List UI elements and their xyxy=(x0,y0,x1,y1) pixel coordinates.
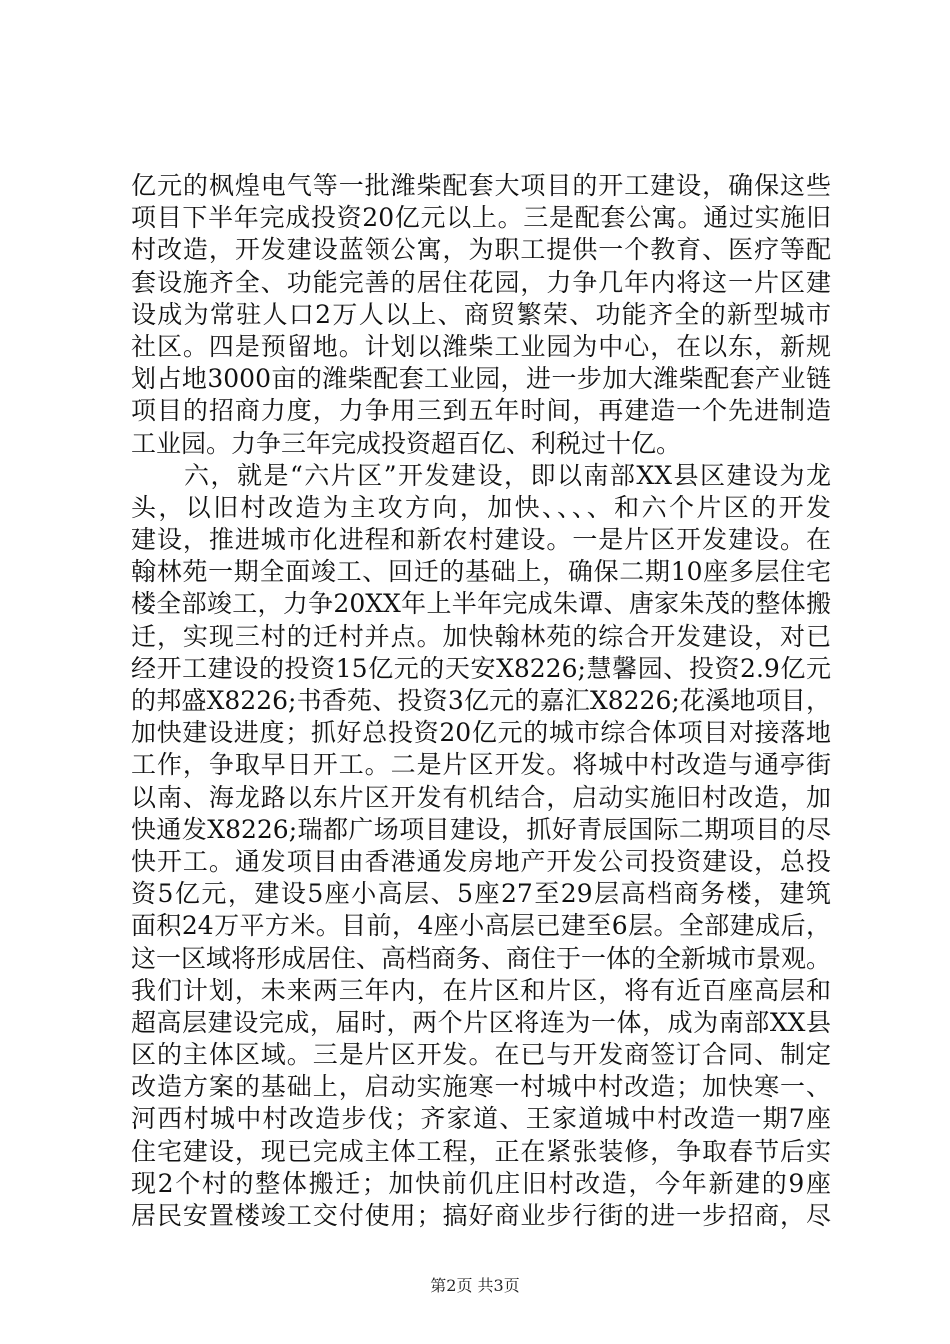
text-line: 现2个村的整体搬迁；加快前仉庄旧村改造，今年新建的9座 xyxy=(131,1168,831,1198)
text-line: 居民安置楼竣工交付使用；搞好商业步行街的进一步招商，尽 xyxy=(131,1201,831,1230)
text-line: 楼全部竣工，力争20XX年上半年完成朱谭、唐家朱茂的整体搬 xyxy=(131,589,831,619)
text-line: 亿元的枫煌电气等一批潍柴配套大项目的开工建设，确保这些 xyxy=(131,171,831,200)
text-line: 资5亿元，建设5座小高层、5座27至29层高档商务楼，建筑 xyxy=(131,879,831,909)
text-line: 我们计划，未来两三年内，在片区和片区，将有近百座高层和 xyxy=(131,975,831,1005)
text-line: 加快建设进度；抓好总投资20亿元的城市综合体项目对接落地 xyxy=(131,718,831,748)
text-line: 六，就是“六片区”开发建设，即以南部XX县区建设为龙 xyxy=(131,460,831,490)
text-line: 村改造，开发建设蓝领公寓，为职工提供一个教育、医疗等配 xyxy=(131,235,831,265)
text-line: 的邦盛X8226;书香苑、投资3亿元的嘉汇X8226;花溪地项目， xyxy=(131,686,831,715)
text-line: 设成为常驻人口2万人以上、商贸繁荣、功能齐全的新型城市 xyxy=(131,299,831,329)
text-line: 划占地3000亩的潍柴配套工业园，进一步加大潍柴配套产业链 xyxy=(131,364,831,394)
text-line: 工业园。力争三年完成投资超百亿、利税过十亿。 xyxy=(131,428,682,458)
text-line: 工作，争取早日开工。二是片区开发。将城中村改造与通亭街 xyxy=(131,750,831,780)
text-line: 项目的招商力度，力争用三到五年时间，再建造一个先进制造 xyxy=(131,396,831,426)
text-line: 面积24万平方米。目前，4座小高层已建至6层。全部建成后， xyxy=(131,911,831,941)
text-line: 区的主体区域。三是片区开发。在已与开发商签订合同、制定 xyxy=(131,1040,831,1070)
text-line: 套设施齐全、功能完善的居住花园，力争几年内将这一片区建 xyxy=(131,267,831,297)
body-text xyxy=(131,170,831,1232)
text-line: 社区。四是预留地。计划以潍柴工业园为中心，在以东，新规 xyxy=(131,331,831,361)
text-line: 河西村城中村改造步伐；齐家道、王家道城中村改造一期7座 xyxy=(131,1104,831,1134)
text-line: 翰林苑一期全面竣工、回迁的基础上，确保二期10座多层住宅 xyxy=(131,557,831,587)
text-line: 建设，推进城市化进程和新农村建设。一是片区开发建设。在 xyxy=(131,525,831,555)
text-line: 改造方案的基础上，启动实施寒一村城中村改造；加快寒一、 xyxy=(131,1072,831,1102)
text-line: 项目下半年完成投资20亿元以上。三是配套公寓。通过实施旧 xyxy=(131,203,831,233)
page-number: 第2页 共3页 xyxy=(430,1276,520,1295)
text-line: 快开工。通发项目由香港通发房地产开发公司投资建设，总投 xyxy=(131,846,831,876)
text-line: 住宅建设，现已完成主体工程，正在紧张装修，争取春节后实 xyxy=(131,1136,831,1166)
text-line: 快通发X8226;瑞都广场项目建设，抓好青辰国际二期项目的尽 xyxy=(131,814,831,844)
page-footer xyxy=(0,1273,950,1296)
text-line: 超高层建设完成，届时，两个片区将连为一体，成为南部XX县 xyxy=(131,1007,831,1037)
text-line: 迁，实现三村的迁村并点。加快翰林苑的综合开发建设，对已 xyxy=(131,621,831,651)
text-line: 以南、海龙路以东片区开发有机结合，启动实施旧村改造，加 xyxy=(131,782,831,812)
text-line: 头，以旧村改造为主攻方向，加快、、、、和六个片区的开发 xyxy=(131,492,831,522)
text-line: 这一区域将形成居住、高档商务、商住于一体的全新城市景观。 xyxy=(131,943,832,973)
text-line: 经开工建设的投资15亿元的天安X8226;慧馨园、投资2.9亿元 xyxy=(131,653,831,683)
